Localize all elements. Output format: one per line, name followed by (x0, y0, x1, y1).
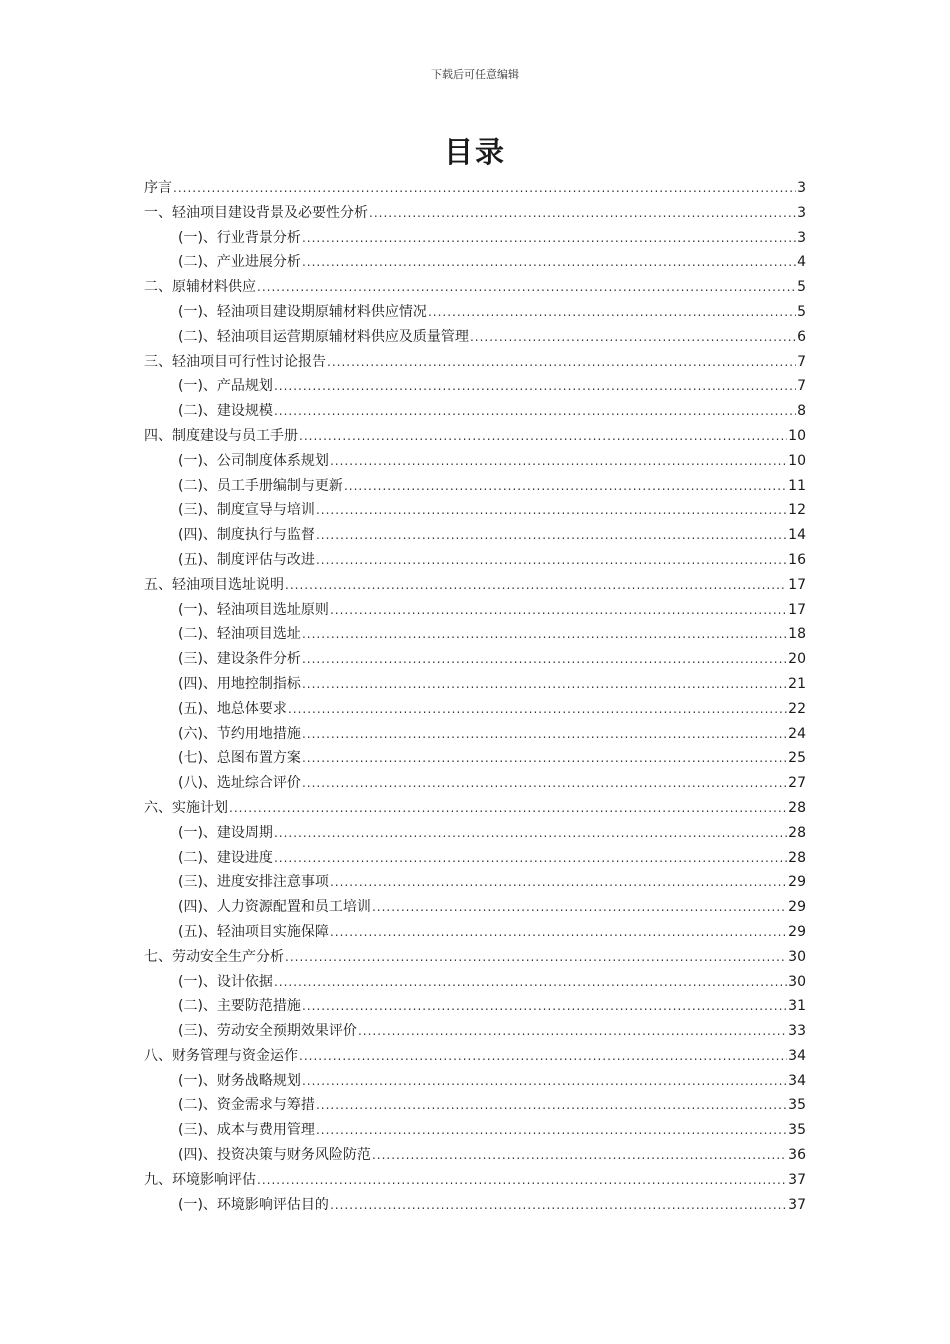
toc-page-number: 21 (788, 675, 806, 692)
toc-subentry[interactable] (144, 722, 806, 747)
toc-page-number: 29 (788, 899, 806, 916)
toc-subentry[interactable] (144, 325, 806, 350)
toc-leader-dots (302, 746, 787, 771)
toc-subentry[interactable] (144, 523, 806, 548)
toc-page-number: 35 (788, 1097, 806, 1114)
toc-subentry[interactable] (144, 1193, 806, 1218)
toc-leader-dots (327, 350, 796, 375)
toc-page-number: 24 (788, 725, 806, 742)
toc-entry-label: (五)、轻油项目实施保障 (178, 923, 329, 940)
toc-entry[interactable] (144, 176, 806, 201)
toc-page-number: 10 (788, 427, 806, 444)
toc-subentry[interactable] (144, 1093, 806, 1118)
toc-subentry[interactable] (144, 449, 806, 474)
toc-page-number: 12 (788, 502, 806, 519)
toc-page-number: 3 (797, 180, 806, 196)
toc-entry-label: 九、环境影响评估 (144, 1171, 256, 1188)
toc-leader-dots (274, 970, 787, 995)
toc-entry-label: (一)、建设周期 (178, 824, 273, 841)
toc-entry-label: (三)、进度安排注意事项 (178, 874, 329, 891)
toc-leader-dots (302, 722, 787, 747)
toc-page-number: 25 (788, 750, 806, 767)
toc-leader-dots (316, 1118, 787, 1143)
toc-leader-dots (288, 697, 787, 722)
toc-entry-label: 八、财务管理与资金运作 (144, 1047, 298, 1064)
toc-leader-dots (358, 1019, 787, 1044)
header-note: 下载后可任意编辑 (431, 68, 519, 81)
toc-subentry[interactable] (144, 622, 806, 647)
toc-leader-dots (229, 796, 787, 821)
toc-page-number: 8 (797, 403, 806, 420)
toc-entry[interactable] (144, 1044, 806, 1069)
toc-leader-dots (274, 821, 787, 846)
toc-entry-label: (三)、劳动安全预期效果评价 (178, 1023, 357, 1040)
toc-leader-dots (302, 647, 787, 672)
toc-leader-dots (428, 300, 796, 325)
toc-entry-label: (四)、制度执行与监督 (178, 527, 315, 544)
toc-entry-label: (一)、财务战略规划 (178, 1072, 301, 1089)
toc-subentry[interactable] (144, 697, 806, 722)
toc-subentry[interactable] (144, 647, 806, 672)
toc-page-number: 5 (797, 303, 806, 320)
toc-page-number: 28 (788, 849, 806, 866)
toc-entry-label: (三)、建设条件分析 (178, 651, 301, 668)
toc-subentry[interactable] (144, 548, 806, 573)
toc-page-number: 14 (788, 527, 806, 544)
toc-entry-label: (二)、轻油项目选址 (178, 626, 301, 643)
toc-page-number: 18 (788, 626, 806, 643)
toc-leader-dots (316, 523, 787, 548)
toc-entry-label: 一、轻油项目建设背景及必要性分析 (144, 204, 368, 221)
toc-page-number: 17 (788, 576, 806, 593)
toc-leader-dots (372, 895, 787, 920)
toc-page-number: 37 (788, 1171, 806, 1188)
toc-page-number: 37 (788, 1196, 806, 1213)
toc-entry-label: (二)、员工手册编制与更新 (178, 477, 343, 494)
toc-leader-dots (302, 672, 787, 697)
toc-subentry[interactable] (144, 498, 806, 523)
toc-subentry[interactable] (144, 300, 806, 325)
toc-page-number: 33 (788, 1023, 806, 1040)
toc-page-number: 11 (788, 477, 806, 494)
toc-leader-dots (316, 498, 787, 523)
toc-page-number: 31 (788, 998, 806, 1015)
toc-entry-label: 五、轻油项目选址说明 (144, 576, 284, 593)
toc-subentry[interactable] (144, 870, 806, 895)
toc-page-number: 34 (788, 1072, 806, 1089)
toc-subentry[interactable] (144, 226, 806, 251)
toc-leader-dots (274, 846, 787, 871)
toc-leader-dots (344, 474, 787, 499)
toc-subentry[interactable] (144, 920, 806, 945)
toc-subentry[interactable] (144, 821, 806, 846)
toc-leader-dots (316, 548, 787, 573)
toc-entry[interactable] (144, 1168, 806, 1193)
toc-entry-label: 二、原辅材料供应 (144, 279, 256, 296)
toc-entry-label: 七、劳动安全生产分析 (144, 948, 284, 965)
toc-leader-dots (330, 870, 787, 895)
toc-page-number: 6 (797, 328, 806, 345)
toc-subentry[interactable] (144, 672, 806, 697)
toc-leader-dots (302, 622, 787, 647)
toc-entry[interactable] (144, 201, 806, 226)
toc-entry-label: 序言 (144, 180, 172, 196)
toc-entry[interactable] (144, 275, 806, 300)
toc-leader-dots (372, 1143, 787, 1168)
toc-entry-label: (三)、成本与费用管理 (178, 1122, 315, 1139)
toc-entry-label: (二)、主要防范措施 (178, 998, 301, 1015)
toc-leader-dots (302, 1069, 787, 1094)
toc-entry-label: (一)、轻油项目建设期原辅材料供应情况 (178, 303, 427, 320)
toc-subentry[interactable] (144, 399, 806, 424)
toc-entry-label: (二)、资金需求与筹措 (178, 1097, 315, 1114)
toc-page-number: 7 (797, 378, 806, 395)
toc-subentry[interactable] (144, 846, 806, 871)
toc-subentry[interactable] (144, 250, 806, 275)
toc-leader-dots (257, 275, 796, 300)
toc-leader-dots (299, 1044, 787, 1069)
toc-leader-dots (330, 598, 787, 623)
toc-title: 目录 (443, 135, 506, 169)
toc-page-number: 35 (788, 1122, 806, 1139)
toc-subentry[interactable] (144, 1143, 806, 1168)
toc-page-number: 36 (788, 1147, 806, 1164)
toc-page-number: 17 (788, 601, 806, 618)
toc-leader-dots (302, 771, 787, 796)
toc-page-number: 16 (788, 551, 806, 568)
toc-page-number: 27 (788, 775, 806, 792)
toc-entry-label: (三)、制度宣导与培训 (178, 502, 315, 519)
toc-leader-dots (369, 201, 796, 226)
toc-entry-label: (一)、轻油项目选址原则 (178, 601, 329, 618)
toc-page-number: 5 (797, 279, 806, 296)
toc-leader-dots (470, 325, 796, 350)
toc-entry[interactable] (144, 796, 806, 821)
toc-subentry[interactable] (144, 474, 806, 499)
toc-entry[interactable] (144, 573, 806, 598)
toc-leader-dots (330, 920, 787, 945)
toc-leader-dots (274, 374, 796, 399)
toc-page-number: 10 (788, 452, 806, 469)
toc-page-number: 28 (788, 824, 806, 841)
toc-subentry[interactable] (144, 374, 806, 399)
toc-leader-dots (330, 449, 787, 474)
toc-entry-label: (二)、建设进度 (178, 849, 273, 866)
toc-page-number: 34 (788, 1047, 806, 1064)
toc-leader-dots (274, 399, 796, 424)
toc-entry-label: (一)、产品规划 (178, 378, 273, 395)
toc-subentry[interactable] (144, 1069, 806, 1094)
toc-page-number: 30 (788, 948, 806, 965)
toc-page-number: 20 (788, 651, 806, 668)
toc-entry-label: (六)、节约用地措施 (178, 725, 301, 742)
toc-page-number: 29 (788, 923, 806, 940)
toc-entry-label: (一)、行业背景分析 (178, 229, 301, 246)
toc-entry-label: (一)、环境影响评估目的 (178, 1196, 329, 1213)
toc-entry-label: (四)、投资决策与财务风险防范 (178, 1147, 371, 1164)
toc-leader-dots (285, 573, 787, 598)
toc-subentry[interactable] (144, 746, 806, 771)
toc-leader-dots (173, 176, 796, 201)
toc-entry[interactable] (144, 945, 806, 970)
toc-entry-label: (八)、选址综合评价 (178, 775, 301, 792)
toc-entry-label: (七)、总图布置方案 (178, 750, 301, 767)
toc-entry-label: (二)、建设规模 (178, 403, 273, 420)
toc-page-number: 29 (788, 874, 806, 891)
toc-page-number: 30 (788, 973, 806, 990)
toc-subentry[interactable] (144, 598, 806, 623)
toc-page-number: 3 (797, 229, 806, 246)
toc-subentry[interactable] (144, 895, 806, 920)
toc-page-number: 4 (797, 254, 806, 271)
toc-entry-label: (二)、产业进展分析 (178, 254, 301, 271)
toc-leader-dots (285, 945, 787, 970)
toc-leader-dots (316, 1093, 787, 1118)
toc-leader-dots (302, 250, 796, 275)
toc-page-number: 28 (788, 799, 806, 816)
toc-leader-dots (299, 424, 787, 449)
toc-entry-label: (二)、轻油项目运营期原辅材料供应及质量管理 (178, 328, 469, 345)
toc-entry-label: (一)、设计依据 (178, 973, 273, 990)
toc-entry-label: (一)、公司制度体系规划 (178, 452, 329, 469)
toc-leader-dots (257, 1168, 787, 1193)
toc-entry-label: 三、轻油项目可行性讨论报告 (144, 353, 326, 370)
toc-leader-dots (302, 226, 796, 251)
toc-subentry[interactable] (144, 1118, 806, 1143)
toc-leader-dots (302, 994, 787, 1019)
toc-entry-label: (五)、制度评估与改进 (178, 551, 315, 568)
toc-page-number: 7 (797, 353, 806, 370)
toc-subentry[interactable] (144, 771, 806, 796)
toc-entry-label: 四、制度建设与员工手册 (144, 427, 298, 444)
toc-entry-label: (五)、地总体要求 (178, 700, 287, 717)
toc-entry-label: (四)、用地控制指标 (178, 675, 301, 692)
toc-subentry[interactable] (144, 970, 806, 995)
toc-entry[interactable] (144, 424, 806, 449)
toc-subentry[interactable] (144, 994, 806, 1019)
toc-page-number: 3 (797, 204, 806, 221)
toc-entry-label: (四)、人力资源配置和员工培训 (178, 899, 371, 916)
toc-leader-dots (330, 1193, 787, 1218)
toc-subentry[interactable] (144, 1019, 806, 1044)
toc-entry-label: 六、实施计划 (144, 799, 228, 816)
table-of-contents (144, 176, 806, 1217)
toc-entry[interactable] (144, 350, 806, 375)
toc-page-number: 22 (788, 700, 806, 717)
